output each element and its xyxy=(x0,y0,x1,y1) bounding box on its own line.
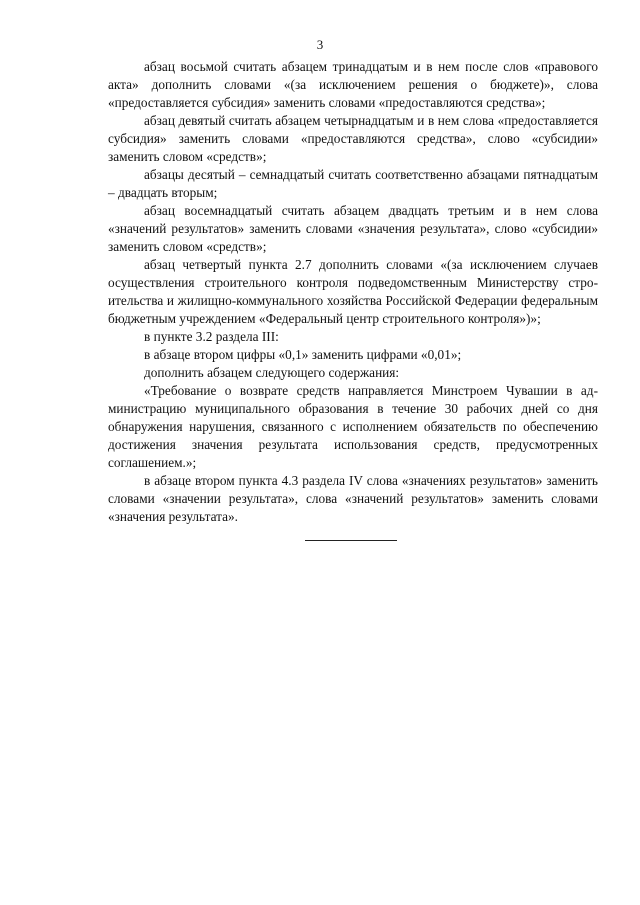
page-number: 3 xyxy=(316,37,324,52)
paragraph: абзац восемнадцатый считать абзацем двадцать третьим и в нем слова «значений результатов» заменить словами «значения результата», слово «субсидии» заменить словом «средств»; xyxy=(108,203,598,254)
paragraph: абзац четвертый пункта 2.7 дополнить словами «(за исключением случаев осуществления строительного контроля подведомственным Министерству строительства и жилищно-коммунального хозяйства Российской Федерации федеральным бюджетным учреждением «Федеральный центр строительного контроля»)»; xyxy=(108,257,598,326)
document-body xyxy=(108,58,598,526)
closing-divider xyxy=(305,540,397,541)
paragraph: «Требование о возврате средств направляется Минстроем Чувашии в администрацию муниципального образования в течение 30 рабочих дней со дня обнаружения нарушения, связанного с исполнением обязательств по обеспечению достижения значения результата использования средств, предусмотренных соглашением.»; xyxy=(108,383,598,470)
paragraph: в абзаце втором пункта 4.3 раздела IV слова «значениях результатов» заменить словами «значении результата», слова «значений результатов» заменить словами «значения результата». xyxy=(108,473,598,524)
paragraph: абзац восьмой считать абзацем тринадцатым и в нем после слов «правового акта» дополнить словами «(за исключением решения о бюджете)», слова «предоставляется субсидия» заменить словами «предоставляются средства»; xyxy=(108,59,598,110)
paragraph: в абзаце втором цифры «0,1» заменить цифрами «0,01»; xyxy=(144,347,462,362)
paragraph: дополнить абзацем следующего содержания: xyxy=(144,365,400,380)
paragraph: в пункте 3.2 раздела III: xyxy=(144,329,279,344)
paragraph: абзацы десятый – семнадцатый считать соответственно абзацами пятнадцатым – двадцать вторым; xyxy=(108,167,598,200)
paragraph: абзац девятый считать абзацем четырнадцатым и в нем слова «предоставляется субсидия» заменить словами «предоставляются средства», слово «субсидии» заменить словом «средств»; xyxy=(108,113,598,164)
